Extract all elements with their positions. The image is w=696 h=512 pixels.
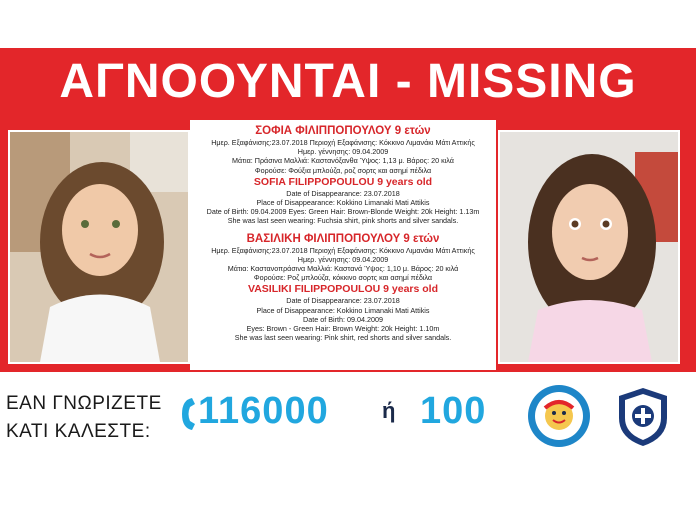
info-line: Date of Disappearance: 23.07.2018 — [286, 296, 400, 306]
info-line: Ημερ. γέννησης: 09.04.2009 — [297, 254, 389, 264]
info-line: Ημερ. Εξαφάνισης:23.07.2018 Περιοχή Εξαφάνισης: Κόκκινο Λιμανάκι Μάτι Αττικής — [211, 138, 475, 147]
photo-vasiliki — [498, 130, 680, 364]
phone-icon — [179, 397, 197, 431]
police-number[interactable]: 100 — [420, 390, 487, 432]
info-line: Date of Disappearance: 23.07.2018 — [286, 188, 400, 198]
info-line: Ημερ. Εξαφάνισης:23.07.2018 Περιοχή Εξαφάνισης: Κόκκινο Λιμανάκι Μάτι Αττικής — [211, 245, 475, 255]
info-line: She was last seen wearing: Pink shirt, red shorts and silver sandals. — [234, 333, 452, 343]
info-line: Ημερ. γέννησης: 09.04.2009 — [297, 147, 389, 157]
info-line: Φορούσε: Ροζ μπλούζα, κόκκινο σορτς και ασημί πέδιλα — [253, 273, 433, 283]
name-sofia-english: SOFIA FILIPPOPOULOU 9 years old — [253, 175, 433, 188]
or-word: ή — [382, 398, 396, 423]
name-sofia-greek: ΣΟΦΙΑ ΦΙΛΙΠΠΟΠΟΥΛΟΥ 9 ετών — [255, 125, 431, 137]
info-line: She was last seen wearing: Fuchsia shirt, pink shorts and silver sandals. — [227, 216, 459, 226]
info-line: Place of Disappearance: Kokkino Limanaki Mati Attikis — [256, 198, 430, 208]
info-line: Μάτια: Πράσινα Μαλλιά: Καστανόξανθα Ύψος: 1,13 μ. Βάρος: 20 κιλά — [232, 156, 454, 166]
hotline-number[interactable]: 116000 — [198, 390, 329, 432]
title-banner — [0, 48, 696, 116]
info-line: Eyes: Brown - Green Hair: Brown Weight: 20k Height: 1.10m — [246, 324, 440, 334]
info-line: Φορούσε: Φούξια μπλούζα, ροζ σορτς και ασημί πέδιλα — [254, 165, 432, 175]
info-line: Date of Birth: 09.04.2009 — [303, 314, 383, 324]
info-panel — [190, 120, 496, 370]
call-prompt-line2: ΚΑΤΙ ΚΑΛΕΣΤΕ: — [6, 421, 151, 442]
info-line: Date of Birth: 09.04.2009 Eyes: Green Hair: Brown-Blonde Weight: 20k Height: 1.13m — [206, 207, 480, 217]
info-line: Place of Disappearance: Kokkino Limanaki Mati Attikis — [256, 305, 430, 315]
childrens-smile-logo — [527, 384, 591, 448]
info-line: Μάτια: Καστανοπράσινα Μαλλιά: Καστανά Ύψος: 1,10 μ. Βάρος: 20 κιλά — [227, 264, 459, 274]
name-vasiliki-english: VASILIKI FILIPPOPOULOU 9 years old — [247, 283, 438, 296]
call-prompt-line1: ΕΑΝ ΓΝΩΡΙΖΕΤΕ — [6, 393, 162, 414]
name-vasiliki-greek: ΒΑΣΙΛΙΚΗ ΦΙΛΙΠΠΟΠΟΥΛΟΥ 9 ετών — [246, 232, 440, 245]
page-title: ΑΓΝΟΟΥΝΤΑΙ - MISSING — [59, 55, 637, 108]
hellenic-police-logo — [615, 386, 671, 448]
photo-sofia — [8, 130, 190, 364]
